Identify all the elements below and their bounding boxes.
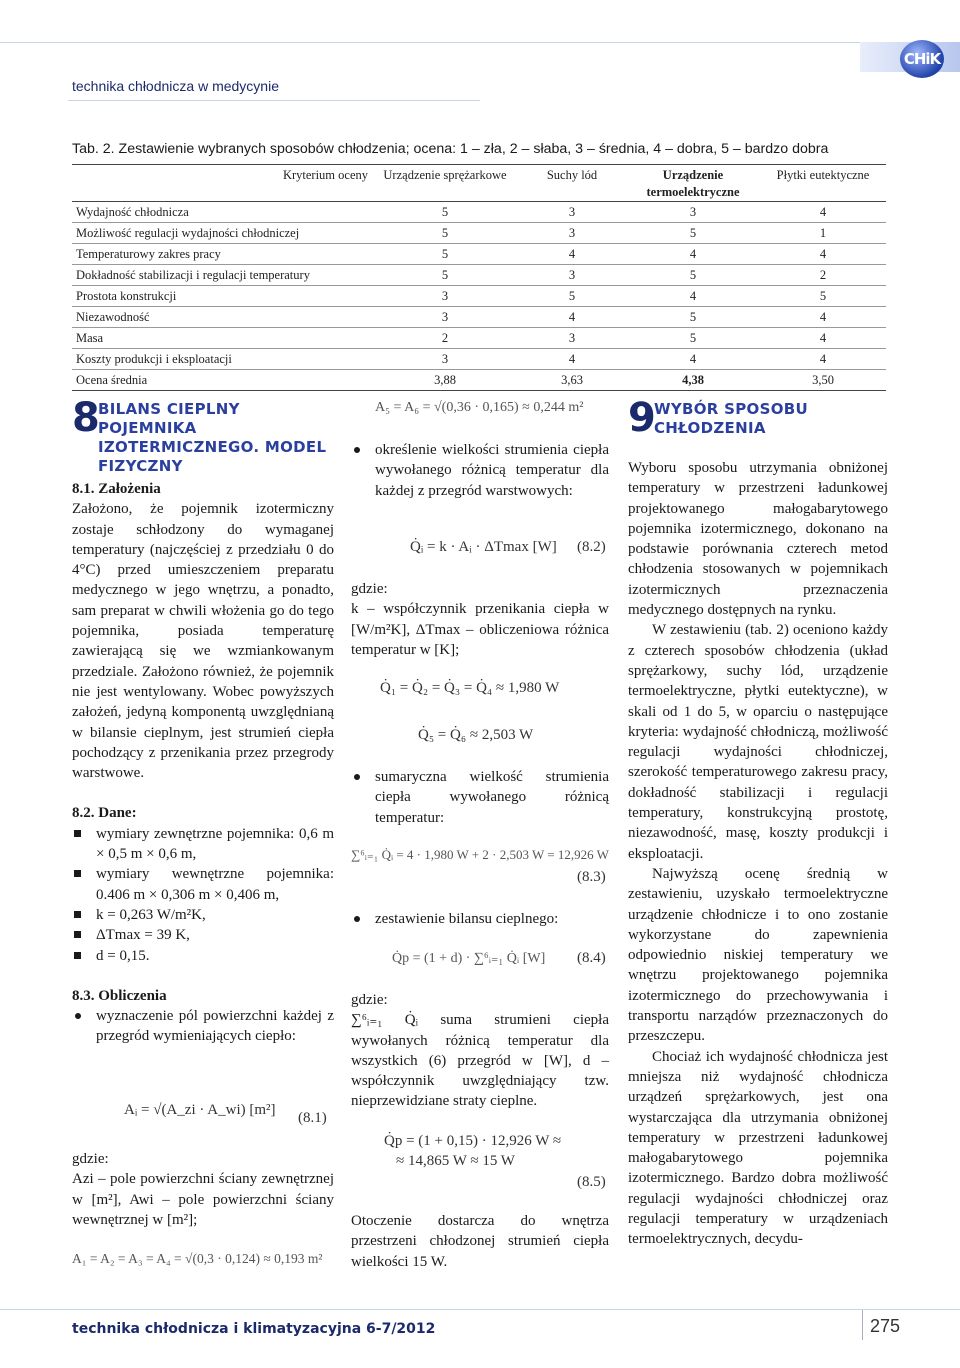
table-cell: 3	[568, 330, 576, 345]
table-cell: 3	[689, 204, 697, 219]
definitions-a	[72, 1149, 334, 1230]
subsection-heading: 8.3. Obliczenia	[72, 987, 167, 1004]
equation-number: (8.2)	[577, 539, 606, 555]
table-cell: 5	[441, 246, 449, 261]
table-row	[72, 286, 886, 307]
paragraph: k – współczynnik przenikania ciepła w [W/m²K], ΔTmax – obliczeniowa różnica temperatur w [K];	[351, 601, 609, 658]
table-header: Urządzenie termoelektryczne	[646, 168, 740, 199]
formula-8-5-line1: Q̇p = (1 + 0,15) · 12,926 W ≈	[384, 1133, 562, 1149]
list-item: ΔTmax = 39 K,	[72, 925, 334, 945]
gdzie-label: gdzie:	[72, 1151, 109, 1167]
table-cell: 5	[819, 288, 827, 303]
list-item: d = 0,15.	[72, 946, 334, 966]
list-item: określenie wielkości strumienia ciepła wywołanego różnicą temperatur dla każdej z przegród warstwowych:	[351, 440, 609, 501]
data-list	[72, 824, 334, 966]
table-cell: 5	[441, 225, 449, 240]
table-row	[72, 265, 886, 286]
table-cell: 4	[568, 351, 576, 366]
table-cell: Prostota konstrukcji	[76, 288, 177, 303]
definitions-k	[351, 579, 609, 660]
subsection-heading: 8.1. Założenia	[72, 481, 161, 497]
table-cell: 2	[441, 330, 449, 345]
table-row	[72, 328, 886, 349]
table-cell: 4	[568, 309, 576, 324]
table-cell: 3	[441, 288, 449, 303]
table-cell: Niezawodność	[76, 309, 150, 324]
page-number: 275	[870, 1316, 901, 1336]
table-cell: 4	[819, 330, 827, 345]
running-title-rule	[68, 100, 480, 101]
equation-number: (8.4)	[577, 950, 606, 966]
section-9-heading	[628, 395, 888, 441]
table-cell: 5	[689, 267, 697, 282]
table-cell: 4	[689, 288, 697, 303]
table-row-average	[72, 370, 886, 391]
list-item: wyznaczenie pól powierzchni każdej z przegród wymieniających ciepło:	[72, 1006, 334, 1047]
table-cell: 5	[689, 309, 697, 324]
comparison-table	[72, 164, 886, 391]
list-item: sumaryczna wielkość strumienia ciepła wywołanego różnicą temperatur:	[351, 767, 609, 828]
table-cell: 3,50	[812, 372, 834, 387]
header-rule	[0, 42, 960, 43]
table-header-row	[72, 165, 886, 202]
logo-text: CHiK	[903, 50, 941, 68]
journal-name: technika chłodnicza i klimatyzacyjna 6-7/2012	[72, 1321, 436, 1337]
table-cell: Możliwość regulacji wydajności chłodniczej	[76, 225, 300, 240]
table-cell: 5	[689, 330, 697, 345]
formula-q14: Q̇₁ = Q̇₂ = Q̇₃ = Q̇₄ ≈ 1,980 W	[380, 680, 560, 696]
paragraph: Otoczenie dostarcza do wnętrza przestrzeni chłodzonej strumień ciepła wielkości 15 W.	[351, 1213, 609, 1270]
subsection-heading: 8.2. Dane:	[72, 805, 137, 822]
table-cell: 5	[568, 288, 576, 303]
paragraph: Chociaż ich wydajność chłodnicza jest mniejsza niż wydajność chłodnicza urządzeń sprężarkowych, jest ona wystarczająca dla utrzymania obniżonej temperatury w przestrzeni ładunkowej małogabarytowego pojemnika izotermicznego. Bardzo dobra możliwość regulacji wydajności chłodniczej oraz regulacji temperatury w urządzeniach termoelektrycznych, decydu-	[628, 1048, 888, 1248]
formula-8-4: Q̇p = (1 + d) · ∑⁶ᵢ₌₁ Q̇ᵢ [W]	[392, 951, 546, 966]
table-row	[72, 307, 886, 328]
table-cell: 3	[568, 267, 576, 282]
footer-rule	[0, 1309, 960, 1310]
formula-8-2: Q̇ᵢ = k · Aᵢ · ΔTmax [W]	[410, 539, 557, 555]
section-8-heading	[72, 395, 334, 476]
table-cell: 4	[819, 309, 827, 324]
section-number: 8	[72, 395, 100, 441]
section-number: 9	[628, 395, 656, 441]
paragraph: Wyboru sposobu utrzymania obniżonej temperatury w przestrzeni ładunkowej projektowanego małogabarytowego pojemnika izotermicznego, dokonano na podstawie porównania czterech metod chłodzenia stosowanych w pojemnikach izotermicznych przeznaczenia medycznego dostępnych na rynku.	[628, 460, 888, 619]
section-9-body	[628, 458, 888, 1250]
table-cell: Dokładność stabilizacji i regulacji temperatury	[76, 267, 310, 282]
table-cell: 3	[441, 309, 449, 324]
table-cell: 4	[689, 351, 697, 366]
table-cell: 3	[568, 225, 576, 240]
equation-number: (8.3)	[577, 869, 606, 885]
table-cell: 4	[568, 246, 576, 261]
paragraph: ∑⁶ᵢ₌₁ Q̇ᵢ suma strumieni ciepła wywołanych różnicą temperatur dla wszystkich (6) przegród w [W], d – współczynnik uwzględniający tzw. nieprzewidziane straty cieplne.	[351, 1012, 609, 1110]
paragraph: Najwyższą ocenę średnią w zestawieniu, uzyskało termoelektryczne urządzenie chłodnicze i to ono zostanie wykorzystane do zapewnienia odpowiednio niskiej temperatury we wnętrzu projektowanego pojemnika izotermicznego do przechowywania i transportu narządów przeznaczonych do przeszczepu.	[628, 865, 888, 1045]
table-cell: 3	[441, 351, 449, 366]
table-header: Suchy lód	[546, 168, 598, 182]
table-cell: 3,88	[434, 372, 456, 387]
table-cell: 4	[819, 246, 827, 261]
section-title: WYBÓR SPOSOBU CHŁODZENIA	[654, 400, 808, 437]
paragraph: Założono, że pojemnik izotermiczny zostaje schłodzony do wymaganej temperatury (najczęściej z przedziału 0 do 4°C) przed umieszczeniem preparatu medycznego w jego wnętrzu, a ponadto, sam preparat w chwili włożenia go do tego pojemnika, posiada temperaturę zawierającą się we wzmiankowanym przedziale. Założono również, że pojemnik nie jest wentylowany. Wobec powyższych założeń, jedyną komponentą uwzględnianą w bilansie cieplnym, jest strumień ciepła pochodzący z przenikania przez przegrody warstwowe.	[72, 501, 334, 782]
middle-conclusion	[351, 1211, 609, 1272]
middle-item-3	[351, 909, 609, 929]
table-cell: Koszty produkcji i eksploatacji	[76, 351, 232, 366]
middle-item-1	[351, 440, 609, 501]
section-8-body	[72, 479, 334, 1047]
list-item: wymiary wewnętrzne pojemnika: 0.406 m × 0,306 m × 0,406 m,	[72, 864, 334, 905]
table-cell: 1	[819, 225, 827, 240]
table-cell: 4	[689, 246, 697, 261]
table-row	[72, 244, 886, 265]
table-cell: 4	[819, 204, 827, 219]
running-title: technika chłodnicza w medycynie	[72, 78, 279, 94]
table-cell: Temperaturowy zakres pracy	[76, 246, 221, 261]
list-item: k = 0,263 W/m²K,	[72, 905, 334, 925]
page-number-rule	[862, 1310, 863, 1340]
table-header: Urządzenie sprężarkowe	[383, 168, 507, 182]
definitions-sum	[351, 990, 609, 1112]
table-cell: 3,63	[561, 372, 583, 387]
table-row	[72, 349, 886, 370]
list-item: wymiary zewnętrzne pojemnika: 0,6 m × 0,5 m × 0,6 m,	[72, 824, 334, 865]
middle-item-2	[351, 767, 609, 828]
calc-list	[72, 1006, 334, 1047]
table-row	[72, 202, 886, 223]
formula-q56: Q̇₅ = Q̇₆ ≈ 2,503 W	[418, 727, 534, 743]
formula-a14: A₁ = A₂ = A₃ = A₄ = √(0,3 · 0,124) ≈ 0,193 m²	[72, 1251, 323, 1266]
table-cell: 2	[819, 267, 827, 282]
table-cell: 4	[819, 351, 827, 366]
table-cell: Ocena średnia	[76, 372, 148, 387]
section-title: BILANS CIEPLNY POJEMNIKA IZOTERMICZNEGO. MODEL FIZYCZNY	[98, 400, 327, 475]
paragraph: Azi – pole powierzchni ściany zewnętrznej w [m²], Awi – pole powierzchni ściany wewnętrznej w [m²];	[72, 1171, 334, 1228]
table-header: Płytki eutektyczne	[776, 168, 870, 182]
equation-number: (8.1)	[298, 1110, 327, 1126]
table-cell-best: 4,38	[682, 372, 704, 387]
gdzie-label: gdzie:	[351, 581, 388, 597]
list-item: zestawienie bilansu cieplnego:	[351, 909, 609, 929]
table-cell: 5	[689, 225, 697, 240]
formula-8-1: Aᵢ = √(A_zi · A_wi) [m²]	[124, 1102, 276, 1118]
table-cell: 5	[441, 267, 449, 282]
table-cell: Wydajność chłodnicza	[76, 204, 189, 219]
journal-logo	[900, 40, 944, 78]
paragraph: W zestawieniu (tab. 2) oceniono każdy z czterech sposobów chłodzenia (układ sprężarkowy, suchy lód, urządzenie termoelektryczne, płytki eutektyczne), w skali od 1 do 5, w oparciu o następujące kryteria: wydajność chłodniczą, możliwość regulacji wydajności chłodniczej, szerokość temperaturowego zakresu pracy, dokładność stabilizacji i regulacji temperatury, konstrukcyjną prostotę, niezawodność, masę, koszty produkcji i eksploatacji.	[628, 622, 888, 862]
table-cell: 3	[568, 204, 576, 219]
table-header: Kryterium oceny	[282, 168, 368, 182]
table-cell: Masa	[76, 330, 104, 345]
table-caption: Tab. 2. Zestawienie wybranych sposobów chłodzenia; ocena: 1 – zła, 2 – słaba, 3 – średnia, 4 – dobra, 5 – bardzo dobra	[72, 141, 829, 157]
formula-8-5-line2: ≈ 14,865 W ≈ 15 W	[396, 1153, 515, 1169]
formula-a56: A₅ = A₆ = √(0,36 · 0,165) ≈ 0,244 m²	[375, 400, 584, 415]
table-cell: 5	[441, 204, 449, 219]
gdzie-label: gdzie:	[351, 992, 388, 1008]
equation-number: (8.5)	[577, 1174, 606, 1190]
table-row	[72, 223, 886, 244]
formula-8-3: ∑⁶ᵢ₌₁ Q̇ᵢ = 4 · 1,980 W + 2 · 2,503 W = 12,926 W	[351, 847, 609, 862]
